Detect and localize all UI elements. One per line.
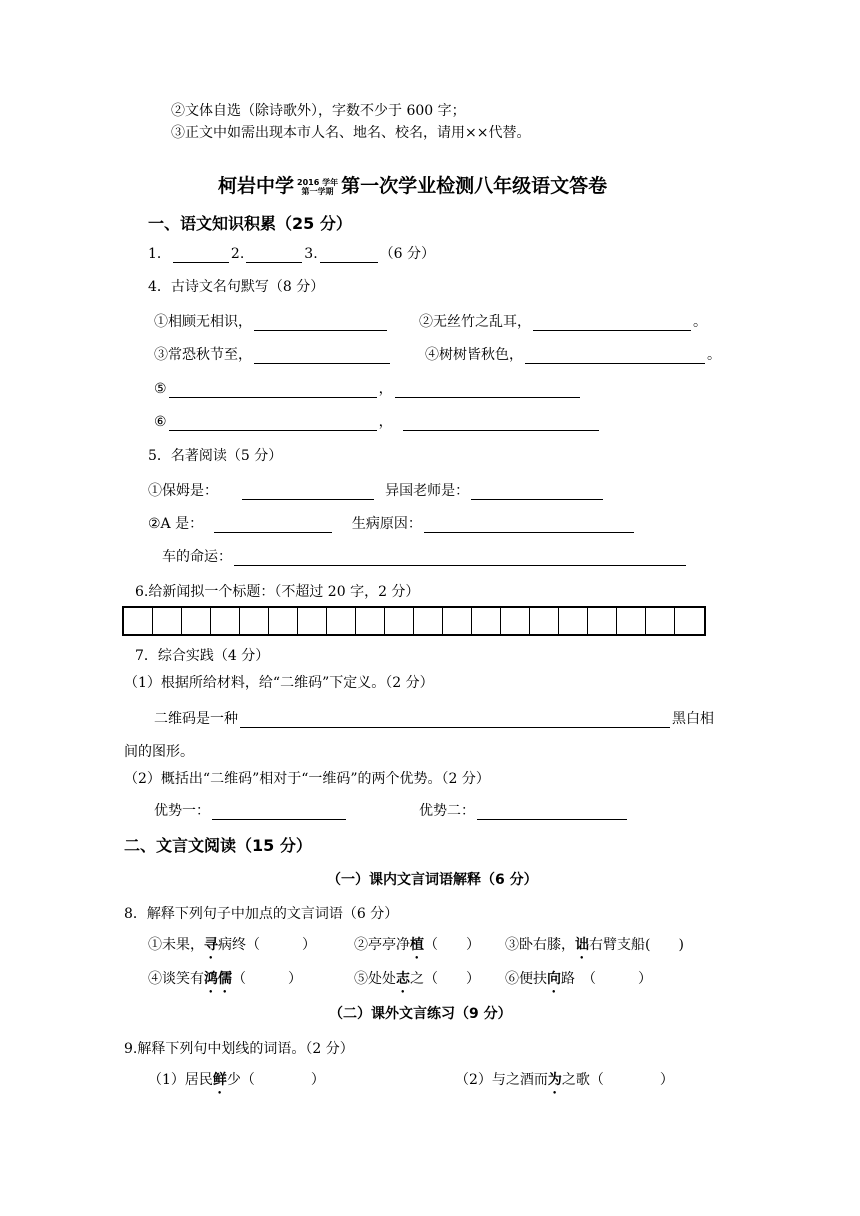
- q7-2-prompt: （2）概括出“二维码”相对于“一维码”的两个优势。（2 分）: [124, 771, 490, 787]
- q7-1-continuation: 间的图形。: [124, 744, 194, 760]
- q8-row-1c: ③卧右膝，诎右臂支船( ): [505, 937, 684, 953]
- q4-label: 4．古诗文名句默写（8 分）: [148, 279, 325, 295]
- q5-label: 5．名著阅读（5 分）: [148, 448, 283, 464]
- q4-row-4: ⑥ ，: [154, 413, 601, 431]
- q1-3-row: 1． 2. 3. （6 分）: [148, 246, 435, 262]
- answer-blank-advantage-2[interactable]: [477, 805, 627, 820]
- answer-blank-q4e2[interactable]: [395, 383, 580, 398]
- grid-cell[interactable]: [124, 608, 153, 634]
- answer-blank-3[interactable]: [320, 248, 378, 263]
- dotted-word: 诎: [575, 937, 589, 953]
- answer-blank-q4f2[interactable]: [403, 416, 599, 431]
- answer-blank-q5b2[interactable]: [424, 518, 634, 533]
- answer-blank-q4e1[interactable]: [169, 383, 377, 398]
- grid-cell[interactable]: [182, 608, 211, 634]
- q8-row-2c: ⑥便扶向路 （ ）: [505, 971, 652, 987]
- answer-blank-q5a1[interactable]: [242, 485, 374, 500]
- q7-label: 7．综合实践（4 分）: [135, 648, 270, 664]
- answer-blank-q4c[interactable]: [254, 349, 390, 364]
- q9-row-1: （1）居民鲜少（ ）: [148, 1072, 325, 1088]
- q4-row-1: ①相顾无相识，: [154, 313, 389, 331]
- answer-blank-q5a2[interactable]: [471, 485, 603, 500]
- q7-1-answer-row: 二维码是一种 黑白相: [154, 711, 714, 727]
- dotted-word: 寻: [204, 937, 218, 953]
- dotted-word: 鸿儒: [204, 971, 232, 987]
- term-label: 2016 学年 第一学期: [297, 177, 339, 196]
- answer-blank-1[interactable]: [173, 248, 229, 263]
- page-title: [218, 175, 607, 197]
- q8-label: 8．解释下列句子中加点的文言词语（6 分）: [124, 906, 399, 922]
- q8-row-1b: ②亭亭净植（ ）: [354, 937, 480, 953]
- grid-cell[interactable]: [269, 608, 298, 634]
- grid-cell[interactable]: [501, 608, 530, 634]
- q8-row-1: ①未果，寻病终（ ）: [148, 937, 316, 953]
- q4-row-3: ⑤ ，: [154, 380, 582, 398]
- underlined-word: 为: [547, 1072, 562, 1088]
- dotted-word: 植: [410, 937, 424, 953]
- answer-blank-q4b[interactable]: [533, 316, 691, 331]
- q5-row-3: 车的命运：: [162, 548, 688, 566]
- q5-row-2: ②A 是： 生病原因：: [148, 515, 636, 533]
- q5-row-1: ①保姆是： 异国老师是：: [148, 482, 605, 500]
- section1-heading: 一、语文知识积累（25 分）: [148, 214, 352, 233]
- q4-row-2: ③常恐秋节至，: [154, 346, 392, 364]
- grid-cell[interactable]: [530, 608, 559, 634]
- exam-name: 第一次学业检测八年级语文答卷: [341, 175, 608, 197]
- grid-cell[interactable]: [617, 608, 646, 634]
- dotted-word: 向: [547, 971, 561, 987]
- section2-heading: 二、文言文阅读（15 分）: [124, 836, 312, 855]
- q9-row-1b: （2）与之酒而为之歌（ ）: [455, 1072, 674, 1088]
- grid-cell[interactable]: [356, 608, 385, 634]
- grid-cell[interactable]: [298, 608, 327, 634]
- grid-cell[interactable]: [240, 608, 269, 634]
- q8-row-2: ④谈笑有鸿儒（ ）: [148, 971, 302, 987]
- grid-cell[interactable]: [646, 608, 675, 634]
- answer-blank-advantage-1[interactable]: [212, 805, 346, 820]
- rule-line-3: ③正文中如需出现本市人名、地名、校名，请用××代替。: [171, 125, 531, 141]
- q4-row-2b: ④树树皆秋色， 。: [425, 347, 721, 363]
- answer-blank-q4d[interactable]: [525, 349, 705, 364]
- q9-label: 9.解释下列句中划线的词语。（2 分）: [124, 1041, 354, 1057]
- grid-cell[interactable]: [211, 608, 240, 634]
- q8-row-2b: ⑤处处志之（ ）: [354, 971, 480, 987]
- answer-blank-q5c[interactable]: [234, 551, 686, 566]
- underlined-word: 鲜: [212, 1072, 227, 1088]
- answer-blank-q5b1[interactable]: [214, 518, 332, 533]
- answer-blank-2[interactable]: [246, 248, 302, 263]
- grid-cell[interactable]: [327, 608, 356, 634]
- headline-answer-grid[interactable]: [122, 606, 706, 636]
- grid-cell[interactable]: [385, 608, 414, 634]
- grid-cell[interactable]: [588, 608, 617, 634]
- grid-cell[interactable]: [414, 608, 443, 634]
- answer-blank-q4a[interactable]: [254, 316, 387, 331]
- q7-1-prompt: （1）根据所给材料，给“二维码”下定义。（2 分）: [124, 675, 434, 691]
- grid-cell[interactable]: [675, 608, 704, 634]
- answer-blank-q7-1[interactable]: [240, 713, 670, 728]
- q6-label: 6.给新闻拟一个标题：（不超过 20 字，2 分）: [135, 584, 420, 600]
- dotted-word: 志: [396, 971, 410, 987]
- q7-2-answer-row: 优势一：: [154, 802, 348, 820]
- q7-2-answer-row-b: 优势二：: [419, 802, 629, 820]
- grid-cell[interactable]: [472, 608, 501, 634]
- school-name: 柯岩中学: [218, 175, 295, 197]
- grid-cell[interactable]: [153, 608, 182, 634]
- section2-sub2: （二）课外文言练习（9 分）: [329, 1006, 512, 1022]
- grid-cell[interactable]: [559, 608, 588, 634]
- answer-blank-q4f1[interactable]: [169, 416, 377, 431]
- section2-sub1: （一）课内文言词语解释（6 分）: [327, 872, 538, 888]
- rule-line-2: ②文体自选（除诗歌外），字数不少于 600 字；: [171, 103, 466, 119]
- q4-row-1b: ②无丝竹之乱耳， 。: [419, 314, 707, 330]
- grid-cell[interactable]: [443, 608, 472, 634]
